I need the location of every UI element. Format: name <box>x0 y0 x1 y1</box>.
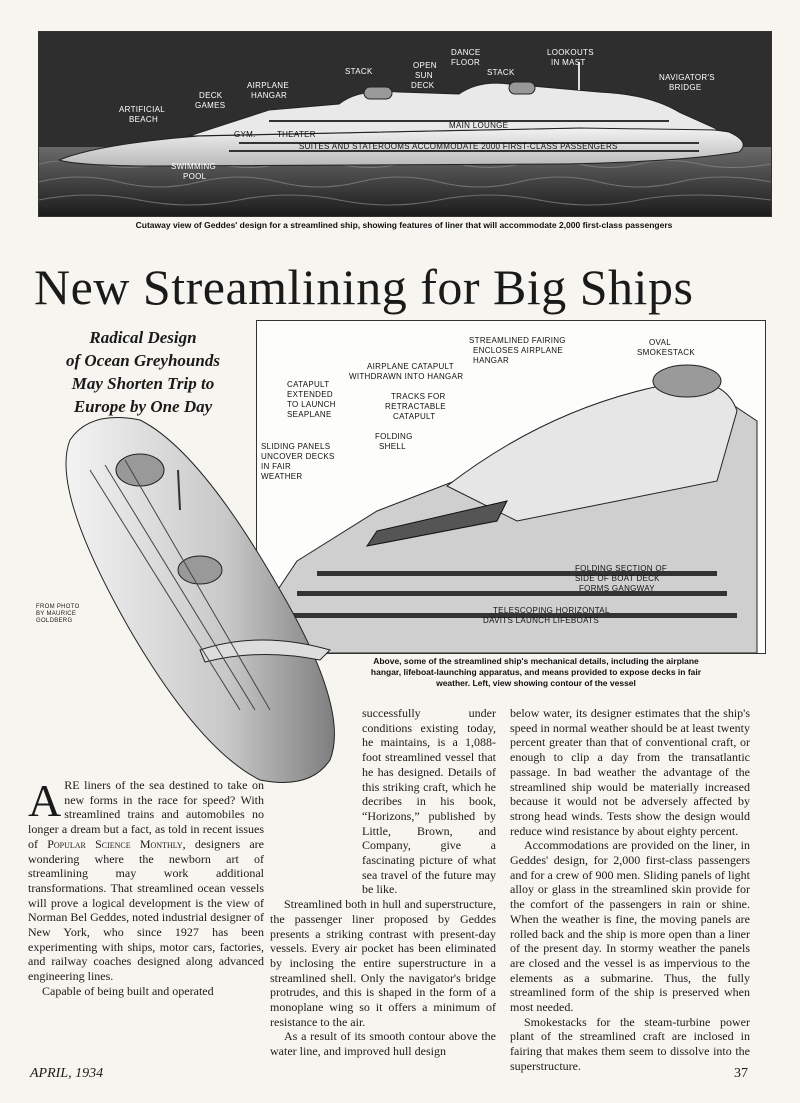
column-3 <box>510 706 750 1074</box>
svg-text:TO LAUNCH: TO LAUNCH <box>287 400 336 409</box>
column-1 <box>28 775 264 999</box>
paragraph: Streamlined both in hull and superstructure, the passenger liner proposed by Geddes presents a striking contrast with present-day vessels. Every air pocket has been eliminated by inclosing the entire superstructure in a streamlined shell. Only the navigator's bridge protrudes, and this is shaped in the form of a monoplane wing so it offers a minimum of resistance to the air. <box>270 897 496 1029</box>
paragraph: Capable of being built and operated <box>42 983 214 998</box>
svg-text:SUITES AND STATEROOMS ACCOMMOD: SUITES AND STATEROOMS ACCOMMODATE 2000 FIRST-CLASS PASSENGERS <box>299 142 618 151</box>
svg-text:POOL: POOL <box>183 172 207 181</box>
svg-text:ARTIFICIAL: ARTIFICIAL <box>119 105 165 114</box>
paragraph: below water, its designer estimates that the ship's speed in normal weather should be at least twenty percent greater than that of conventional craft, or enough to clip a day from the transatlantic passage. In bad weather the advantage of the streamlined ship would be materially increased because it would not be adversely affected by strong head winds. Tests show the design would reduce wind resistance by about eighty percent. <box>510 706 750 838</box>
svg-text:SHELL: SHELL <box>379 442 406 451</box>
deck-line: Radical Design <box>89 328 197 347</box>
svg-text:ENCLOSES AIRPLANE: ENCLOSES AIRPLANE <box>473 346 564 355</box>
svg-text:TELESCOPING HORIZONTAL: TELESCOPING HORIZONTAL <box>493 606 610 615</box>
svg-text:DANCE: DANCE <box>451 48 481 57</box>
svg-text:STACK: STACK <box>487 68 515 77</box>
paragraph: Smokestacks for the steam-turbine power plant of the streamlined craft are inclosed in fairing that makes them seem to dissolve into the superstructure. <box>510 1014 750 1073</box>
paragraph-text: , designers are wondering where the newborn art of streamlining may work additional transformations. That streamlined ocean vessels will prove a logical development is the view of Norman Bel Geddes, noted industrial designer of New York, who since 1927 has been experimenting with ships, motor cars, factories, and railway coaches designed along advanced engineering lines. <box>28 836 264 984</box>
issue-date: APRIL, 1934 <box>30 1066 104 1081</box>
svg-text:FORMS GANGWAY: FORMS GANGWAY <box>579 584 655 593</box>
svg-text:BRIDGE: BRIDGE <box>669 83 702 92</box>
svg-text:MAIN LOUNGE: MAIN LOUNGE <box>449 121 509 130</box>
column-2 <box>270 706 496 1059</box>
svg-text:WITHDRAWN INTO HANGAR: WITHDRAWN INTO HANGAR <box>349 372 464 381</box>
svg-text:LOOKOUTS: LOOKOUTS <box>547 48 594 57</box>
detail-caption: Above, some of the streamlined ship's mechanical details, including the airplane hangar, lifeboat-launching apparatus, and means provided to expose decks in fair weather. Left, view showing contour of the vessel <box>370 656 702 688</box>
photo-credit: FROM PHOTO BY MAURICE GOLDBERG <box>36 604 80 624</box>
svg-text:DECK: DECK <box>411 81 435 90</box>
svg-text:CATAPULT: CATAPULT <box>287 380 330 389</box>
svg-text:HANGAR: HANGAR <box>251 91 288 100</box>
svg-text:RETRACTABLE: RETRACTABLE <box>385 402 446 411</box>
svg-text:EXTENDED: EXTENDED <box>287 390 333 399</box>
svg-text:FOLDING: FOLDING <box>375 432 413 441</box>
svg-text:DAVITS LAUNCH LIFEBOATS: DAVITS LAUNCH LIFEBOATS <box>483 616 599 625</box>
paragraph: Accommodations are provided on the liner, in Geddes' design, for 2,000 first-class passengers and for a crew of 900 men. Sliding panels of light alloy or glass in the streamlined skin provide for the comfort of the passengers in rain or shine. When the weather is fine, the moving panels are rolled back and the ship is more open than a liner of the present day. In stormy weather the panels are closed and the vessel is as impervious to the elements as a submarine. Thus, the fully streamlined form of the ship is preserved when most needed. <box>510 838 750 1015</box>
svg-text:GYM.: GYM. <box>234 130 256 139</box>
paragraph: successfully under conditions existing today, he maintains, is a 1,088-foot streamlined vessel that he has designed. Details of this striking craft, which he decribes in his book, “Horizons,” published by Little, Brown, and Company, give a fascinating picture of what sea travel of the future may be like. <box>362 706 496 897</box>
svg-text:FLOOR: FLOOR <box>451 58 481 67</box>
svg-text:STACK: STACK <box>345 67 373 76</box>
magazine-name: Popular Science Monthly <box>47 836 183 851</box>
svg-text:DECK: DECK <box>199 91 223 100</box>
page-number: 37 <box>734 1066 748 1081</box>
svg-text:OPEN: OPEN <box>413 61 437 70</box>
svg-text:HANGAR: HANGAR <box>473 356 510 365</box>
paragraph <box>28 775 264 984</box>
paragraph: As a result of its smooth contour above the water line, and improved hull design <box>270 1029 496 1059</box>
paragraph-text: RE liners of the sea destined to take on new forms in the race for speed? With streamlined trains and automobiles no longer a dream but a fact, as told in recent issues of <box>28 778 264 851</box>
svg-text:SMOKESTACK: SMOKESTACK <box>637 348 695 357</box>
svg-text:SUN: SUN <box>415 71 433 80</box>
deck-line: of Ocean Greyhounds <box>66 351 220 370</box>
svg-text:WEATHER: WEATHER <box>261 472 303 481</box>
drop-cap: A <box>28 775 62 826</box>
page-title: New Streamlining for Big Ships <box>34 259 694 315</box>
cutaway-caption: Cutaway view of Geddes' design for a streamlined ship, showing features of liner that will accommodate 2,000 first-class passengers <box>135 220 673 230</box>
cutaway-illustration <box>39 32 771 216</box>
subtitle-deck <box>46 326 240 418</box>
svg-text:NAVIGATOR'S: NAVIGATOR'S <box>659 73 715 82</box>
svg-text:SLIDING PANELS: SLIDING PANELS <box>261 442 331 451</box>
deck-line: Europe by One Day <box>73 397 213 416</box>
svg-text:IN FAIR: IN FAIR <box>261 462 292 471</box>
deck-line: May Shorten Trip to <box>71 374 215 393</box>
svg-text:SWIMMING: SWIMMING <box>171 162 217 171</box>
svg-text:THEATER: THEATER <box>277 130 316 139</box>
svg-text:OVAL: OVAL <box>649 338 671 347</box>
svg-text:AIRPLANE CATAPULT: AIRPLANE CATAPULT <box>367 362 454 371</box>
svg-text:FOLDING SECTION OF: FOLDING SECTION OF <box>575 564 668 573</box>
svg-text:AIRPLANE: AIRPLANE <box>247 81 289 90</box>
svg-text:CATAPULT: CATAPULT <box>393 412 436 421</box>
svg-text:TRACKS FOR: TRACKS FOR <box>391 392 446 401</box>
svg-text:GAMES: GAMES <box>195 101 226 110</box>
svg-text:SEAPLANE: SEAPLANE <box>287 410 332 419</box>
svg-text:SIDE OF BOAT DECK: SIDE OF BOAT DECK <box>575 574 660 583</box>
svg-text:IN MAST: IN MAST <box>551 58 586 67</box>
svg-text:UNCOVER DECKS: UNCOVER DECKS <box>261 452 335 461</box>
svg-text:BEACH: BEACH <box>129 115 159 124</box>
svg-text:STREAMLINED FAIRING: STREAMLINED FAIRING <box>469 336 566 345</box>
cutaway-figure <box>38 31 772 217</box>
